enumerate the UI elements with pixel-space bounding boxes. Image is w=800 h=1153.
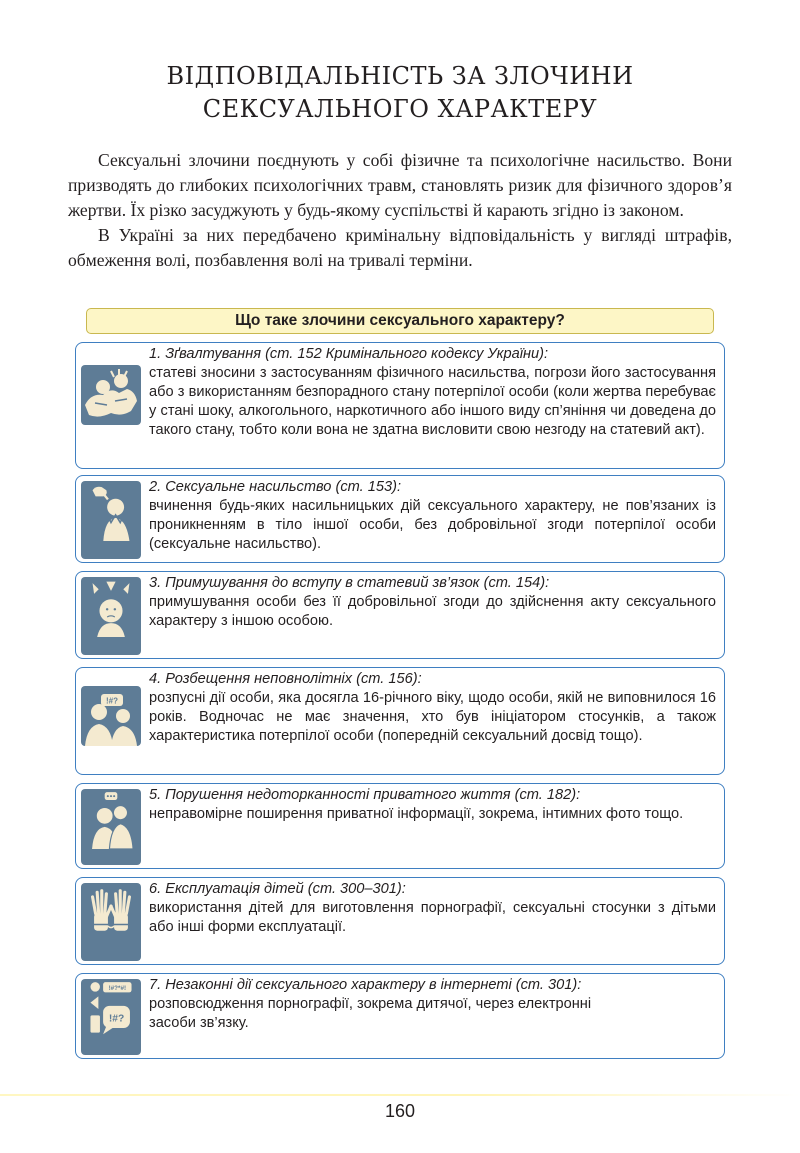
crime-card-sexual-violence xyxy=(75,475,725,563)
internet-icon-top-text: !#?*#! xyxy=(108,985,127,993)
crime-card-minors xyxy=(75,667,725,775)
title-line-2: СЕКСУАЛЬНОГО ХАРАКТЕРУ xyxy=(202,95,598,123)
minors-icon xyxy=(81,686,141,746)
card-title: 7. Незаконні дії сексуального характеру в інтернеті (ст. 301): xyxy=(149,977,582,993)
footer-divider xyxy=(0,1094,800,1096)
title-line-1: ВІДПОВІДАЛЬНІСТЬ ЗА ЗЛОЧИНИ xyxy=(166,62,634,90)
assault-icon xyxy=(81,365,141,425)
page-title xyxy=(0,60,800,126)
intro-paragraph-2: В Україні за них передбачено кримінальну відповідальність у вигляді штрафів, обмеження волі, позбавлення волі на тривалі терміни. xyxy=(68,225,732,270)
card-description: використання дітей для виготовлення порнографії, сексуальні стосунки з дітьми або інші форми експлуатації. xyxy=(149,900,716,935)
page-number: 160 xyxy=(384,1101,416,1121)
crime-card-privacy xyxy=(75,783,725,869)
crime-card-rape xyxy=(75,342,725,469)
card-description: розповсюдження порнографії, зокрема дитячої, через електронні засоби зв’язку. xyxy=(149,996,592,1031)
crime-card-child-exploitation xyxy=(75,877,725,965)
section-question-banner: Що таке злочини сексуального характеру? xyxy=(86,308,714,334)
intro-text xyxy=(68,148,732,273)
card-title: 4. Розбещення неповнолітніх (ст. 156): xyxy=(149,671,422,687)
crime-card-coercion xyxy=(75,571,725,659)
card-description: вчинення будь-яких насильницьких дій сексуального характеру, не пов’язаних із проникненням в тіло іншої особи, без добровільної згоди потерпілої особи (сексуальне насильство). xyxy=(149,498,716,552)
internet-icon xyxy=(81,979,141,1055)
privacy-icon xyxy=(81,789,141,865)
card-description: примушування особи без її добровільної згоди до здійснення акту сексуального характеру з іншою особою. xyxy=(149,594,716,629)
coercion-icon xyxy=(81,577,141,655)
crime-card-internet xyxy=(75,973,725,1059)
intro-paragraph-1: Сексуальні злочини поєднують у собі фізичне та психологічне насильство. Вони призводять до глибоких психологічних травм, становлять ризик для фізичного здоров’я жертви. Їх різко засуджують у будь-якому суспільстві й карають згідно із законом. xyxy=(68,150,732,220)
violence-icon xyxy=(81,481,141,559)
card-title: 6. Експлуатація дітей (ст. 300–301): xyxy=(149,881,406,897)
card-description: розпусні дії особи, яка досягла 16-річного віку, щодо особи, якій не виповнилося 16 років. Водночас не має значення, хто був ініціатором стосунків, а також характеристика потерпілої особи (попередній сексуальний досвід тощо). xyxy=(149,690,716,744)
card-title: 2. Сексуальне насильство (ст. 153): xyxy=(149,479,402,495)
internet-icon-bubble-text: !#? xyxy=(108,1013,125,1025)
card-description: неправомірне поширення приватної інформації, зокрема, інтимних фото тощо. xyxy=(149,806,684,822)
exploitation-icon xyxy=(81,883,141,961)
minors-icon-text: !#? xyxy=(106,696,118,706)
card-title: 1. Зґвалтування (ст. 152 Кримінального кодексу України): xyxy=(149,346,549,362)
card-title: 3. Примушування до вступу в статевий зв’язок (ст. 154): xyxy=(149,575,550,591)
card-title: 5. Порушення недоторканності приватного життя (ст. 182): xyxy=(149,787,581,803)
card-description: статеві зносини з застосуванням фізичного насильства, погрози його застосування або з використанням безпорадного стану потерпілої особи (коли жертва перебуває у стані шоку, алкогольного, наркотичного або іншого виду сп’яніння чи доведена до такого стану, тобто коли вона не здатна висловити свою незгоду на статевий акт). xyxy=(149,365,716,438)
